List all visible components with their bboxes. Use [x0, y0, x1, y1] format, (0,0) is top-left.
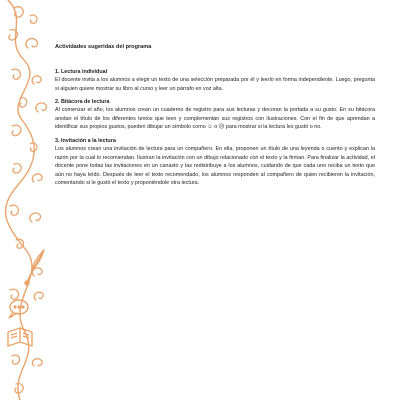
section-text: El docente invita a los alumnos a elegir un texto de una selección preparada por él y leerlo en forma independiente. Luego, pregunta si alguien quiere mostrar su libro al curso y leer un párrafo en voz alta. — [55, 77, 375, 92]
document-content — [55, 44, 375, 194]
section-heading: 3. Invitación a la lectura — [55, 137, 116, 144]
section-text: Los alumnos crean una invitación de lectura para un compañero. En ella, proponen un título de una leyenda o cuento y explican la razón por la cual lo recomiendan. Ilustran la invitación con un dibujo relacionado con el texto y la firman. Para finalizar la actividad, el docente pone todas las invitaciones en un canasto y las redistribuye a los alumnos, cuidando de que cada uno reciba un texto que aún no haya leído. Después de leer el texto recomendado, los alumnos responden al compañero de quien recibieron la invitación, comentando si le gustó el texto y proponiéndole otra lectura. — [55, 145, 375, 187]
document-title: Actividades sugeridas del programa — [55, 44, 152, 50]
speech-bubble-icon — [9, 300, 28, 318]
quill-pen-icon — [25, 250, 44, 285]
section-heading: 1. Lectura individual — [55, 69, 108, 75]
activity-section-3 — [55, 138, 375, 188]
activity-section-1 — [55, 69, 375, 93]
section-text: Al comenzar el año, los alumnos crean un cuaderno de registro para sus lecturas y decoran la portada a su gusto. En su bitácora anotan el título de los diferentes textos que leen y complementan sus registros con ilustraciones. Con el fin de que aprendan a identificar sus propios gustos, pueden dibujar un símbolo como ☺ o ☹ para mostrar si la lectura les gustó o no. — [55, 107, 375, 131]
decorative-sidebar — [0, 0, 62, 400]
activity-section-2 — [55, 99, 375, 132]
section-heading: 2. Bitácora de lectura — [55, 99, 110, 106]
